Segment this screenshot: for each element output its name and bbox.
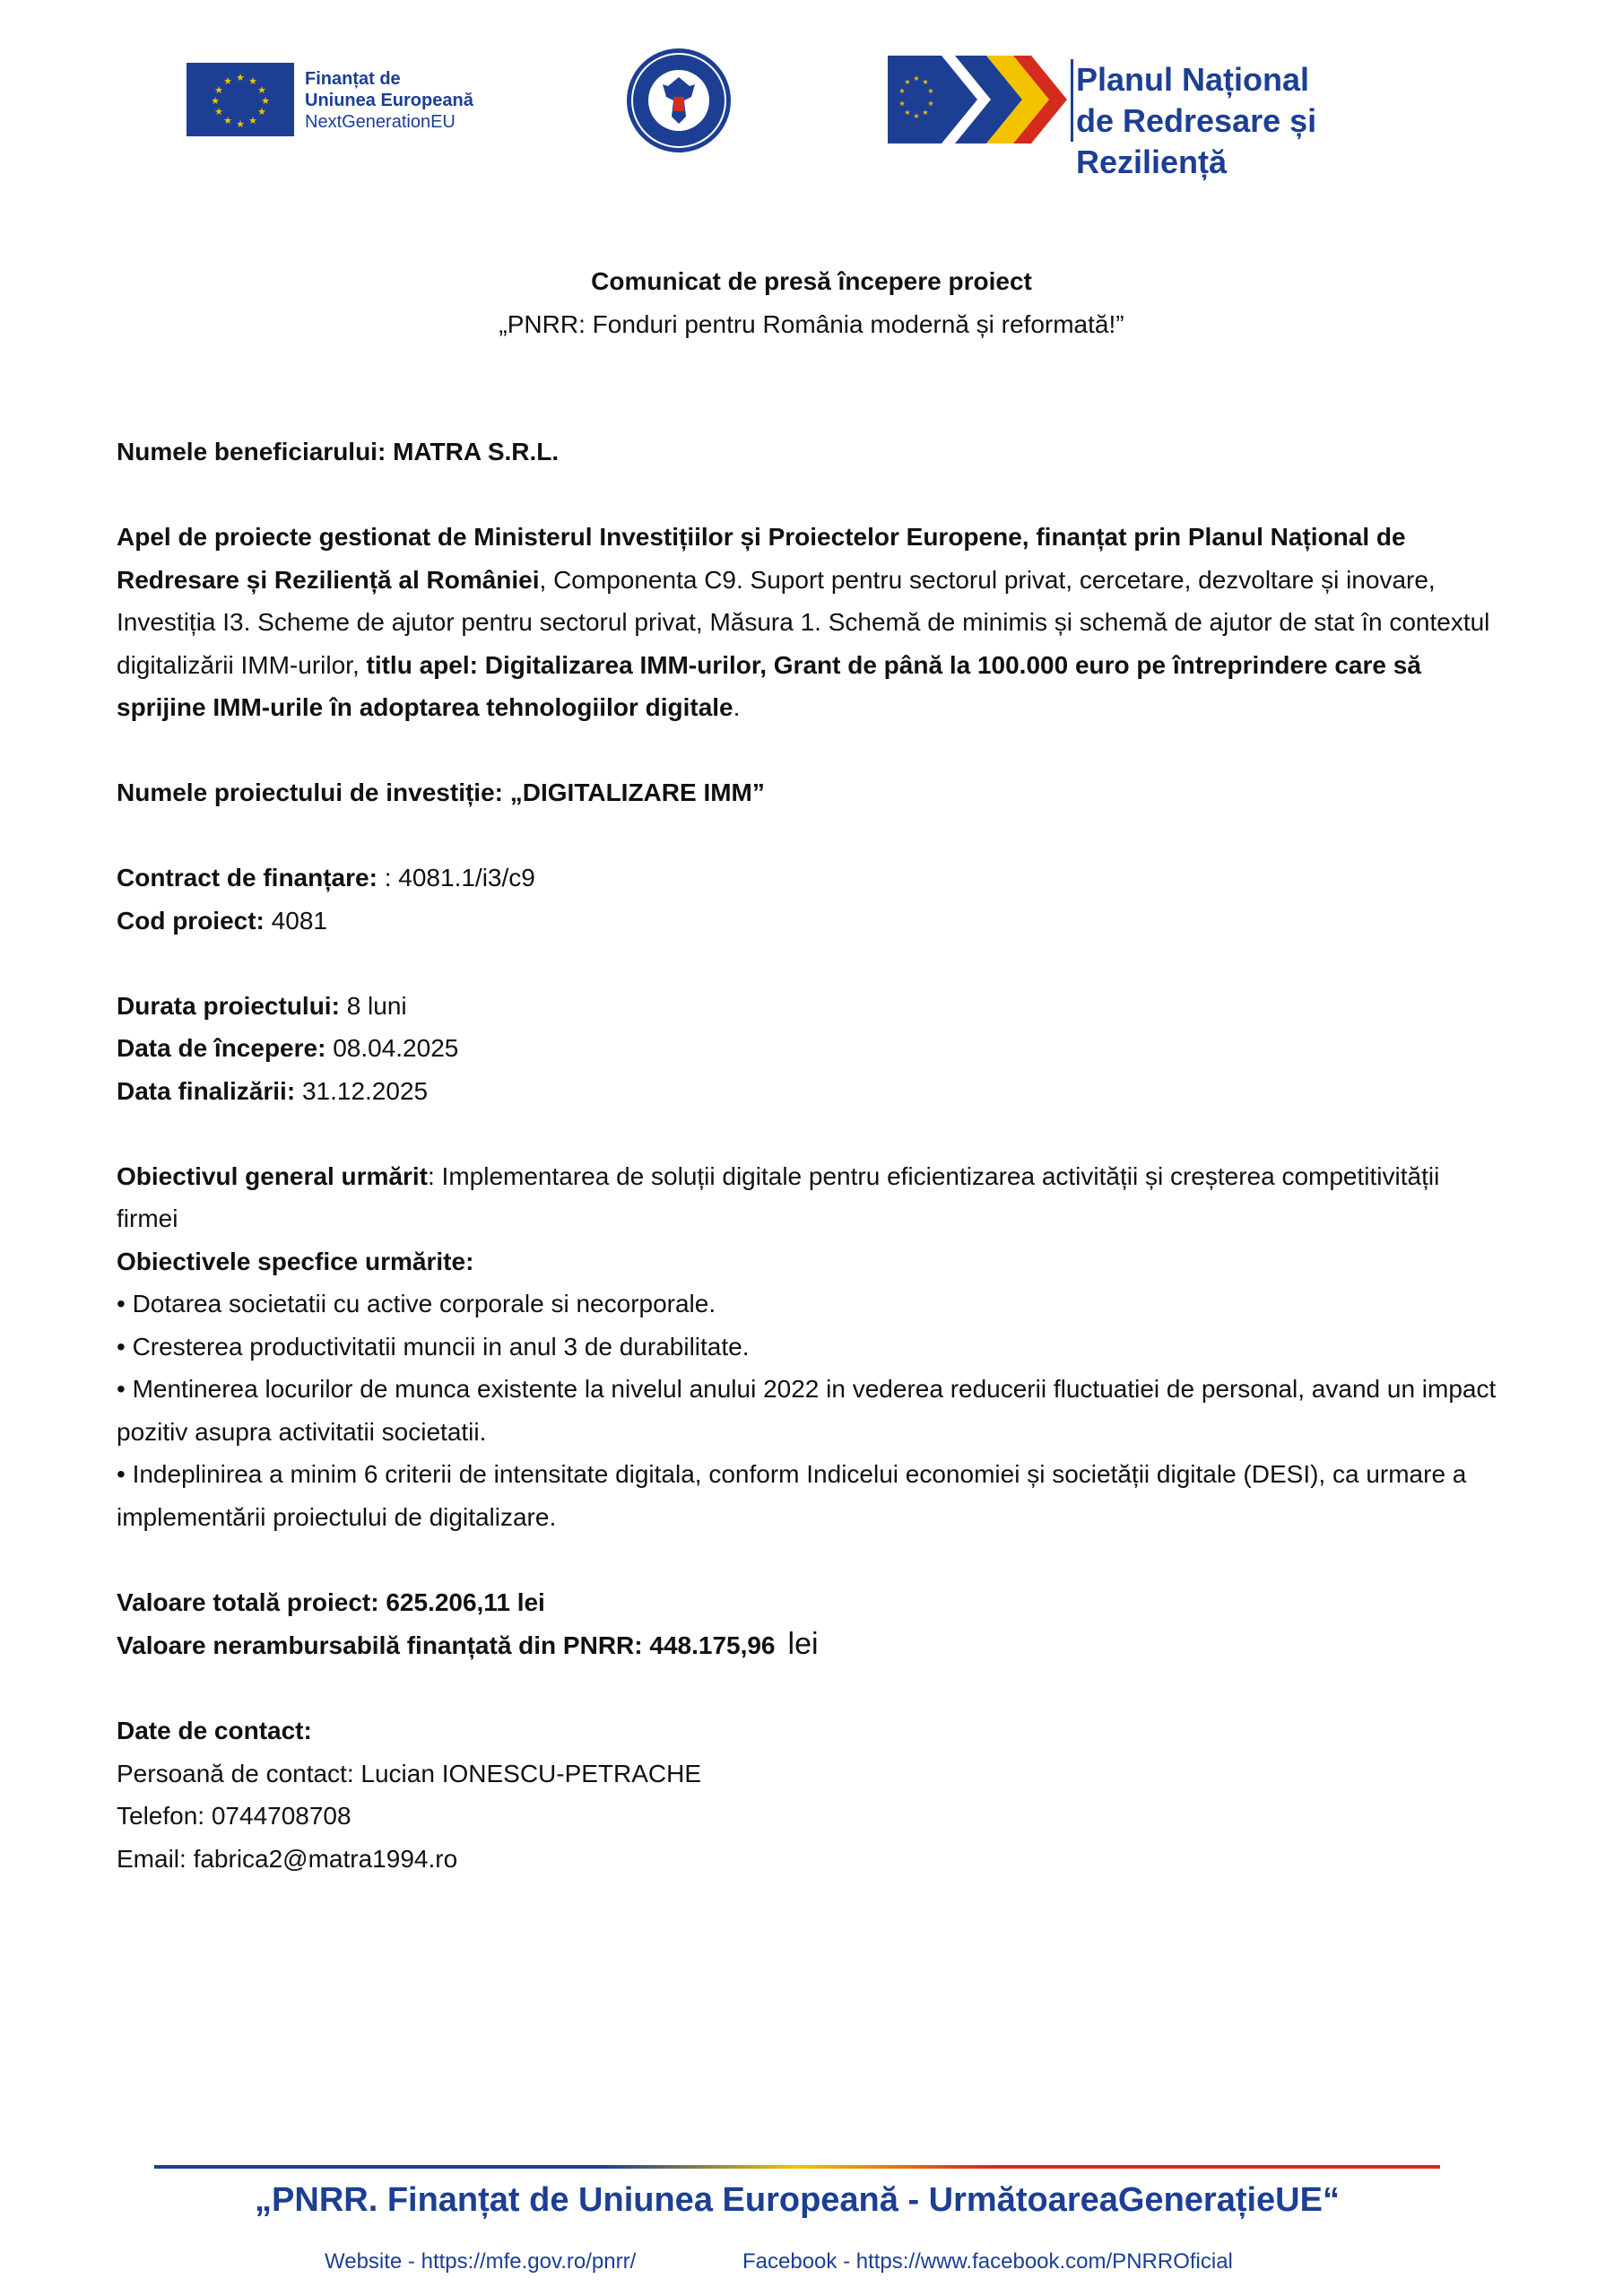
svg-text:★: ★ (248, 115, 257, 126)
specific-objective-item: • Cresterea productivitatii muncii in anul 3 de durabilitate. (117, 1332, 750, 1361)
call-title: titlu apel: Digitalizarea IMM-urilor, Grant de până la 100.000 euro pe întreprindere care să sprijine IMM-urile în adoptarea tehnologiilor digitale (117, 650, 1421, 721)
contract-label: Contract de finanțare: (117, 864, 378, 891)
svg-text:★: ★ (922, 78, 929, 86)
eu-logo-text (305, 68, 473, 133)
specific-objectives-label: Obiectivele specfice urmărite: (117, 1247, 474, 1275)
project-name: Numele proiectului de investiție: „DIGITALIZARE IMM” (117, 778, 765, 806)
eu-logo-line1: Finanțat de (305, 69, 401, 89)
svg-text:★: ★ (898, 87, 906, 95)
eu-flag-icon (187, 63, 294, 136)
svg-text:★: ★ (257, 106, 266, 117)
footer-divider (154, 2165, 1440, 2169)
svg-text:★: ★ (236, 72, 245, 83)
specific-objective-item: • Dotarea societatii cu active corporale si necorporale. (117, 1290, 716, 1318)
document-subtitle: „PNRR: Fonduri pentru România modernă și reformată!” (499, 309, 1124, 338)
svg-text:★: ★ (248, 75, 257, 87)
grant-unit: lei (787, 1627, 819, 1661)
svg-text:★: ★ (261, 95, 270, 107)
general-objective-text: : Implementarea de soluții digitale pentru eficientizarea activității și creșterea competitivității firmei (117, 1161, 1440, 1232)
contact-email: Email: fabrica2@matra1994.ro (117, 1844, 458, 1873)
call-text: , Componenta C9. Suport pentru sectorul privat, cercetare, dezvoltare și inovare, Investiția I3. Scheme de ajutor pentru sectorul privat, Măsura 1. Schemă de minimis și schemă de ajutor de stat în contextul digitalizării IMM-urilor, (117, 565, 1490, 679)
project-code-value: 4081 (264, 906, 327, 935)
start-date-line (117, 1027, 1506, 1070)
eu-logo-line3: NextGenerationEU (305, 112, 456, 132)
general-objective (117, 1155, 1506, 1240)
svg-text:★: ★ (913, 112, 920, 120)
svg-text:★: ★ (214, 106, 223, 117)
svg-text:★: ★ (236, 118, 245, 130)
beneficiary-name: Numele beneficiarului: MATRA S.R.L. (117, 438, 560, 465)
eu-logo-line2: Uniunea Europeană (305, 91, 473, 110)
contract-line (117, 857, 1506, 900)
duration-value: 8 luni (339, 991, 407, 1020)
svg-text:★: ★ (904, 78, 911, 86)
start-date-label: Data de începere: (117, 1034, 326, 1062)
project-code-label: Cod proiect: (117, 906, 265, 935)
pnrr-logo-text (1076, 59, 1462, 183)
end-date-line (117, 1070, 1506, 1113)
general-objective-label: Obiectivul general urmărit (117, 1161, 428, 1190)
end-date-value: 31.12.2025 (295, 1076, 429, 1105)
pnrr-logo (888, 50, 1462, 180)
grant-value-line (117, 1623, 1506, 1667)
contact-phone: Telefon: 0744708708 (117, 1802, 352, 1830)
eu-romania-flag-arrow-icon (888, 50, 1067, 149)
svg-text:★: ★ (913, 74, 920, 83)
svg-text:★: ★ (257, 84, 266, 96)
pnrr-logo-line2: de Redresare și Reziliență (1076, 102, 1317, 180)
contract-value: : 4081.1/i3/c9 (377, 864, 535, 891)
footer-website-link[interactable]: Website - https://mfe.gov.ro/pnrr/ (325, 2249, 637, 2274)
start-date-value: 08.04.2025 (325, 1034, 459, 1062)
call-description (117, 516, 1506, 729)
romanian-government-seal-icon (623, 45, 734, 156)
pnrr-logo-line1: Planul Național (1076, 61, 1310, 98)
duration-label: Durata proiectului: (117, 991, 340, 1020)
contact-person: Persoană de contact: Lucian IONESCU-PETRACHE (117, 1759, 702, 1787)
logo-divider (1071, 59, 1073, 142)
specific-objective-item: • Mentinerea locurilor de munca existente la nivelul anului 2022 in vederea reducerii fluctuatiei de personal, avand un impact pozitiv asupra activitatii societatii. (117, 1375, 1497, 1446)
svg-text:★: ★ (211, 95, 220, 107)
duration-line (117, 985, 1506, 1028)
svg-text:★: ★ (214, 84, 223, 96)
grant-value: Valoare nerambursabilă finanțată din PNRR: 448.175,96 (117, 1631, 776, 1659)
svg-text:★: ★ (223, 75, 232, 87)
footer-slogan: „PNRR. Finanțat de Uniunea Europeană - UrmătoareaGenerațieUE“ (255, 2181, 1340, 2219)
eu-funding-logo (187, 63, 482, 138)
document-title: Comunicat de presă începere proiect (591, 267, 1032, 295)
total-value: Valoare totală proiect: 625.206,11 lei (117, 1587, 545, 1616)
specific-objective-item: • Indeplinirea a minim 6 criterii de intensitate digitala, conform Indicelui economiei și societății digitale (DESI), ca urmare a implementării proiectului de digitalizare. (117, 1460, 1467, 1531)
svg-text:★: ★ (927, 100, 934, 108)
svg-text:★: ★ (223, 115, 232, 126)
project-code-line (117, 900, 1506, 943)
svg-text:★: ★ (898, 100, 906, 108)
svg-text:★: ★ (927, 87, 934, 95)
svg-text:★: ★ (922, 109, 929, 117)
contact-heading: Date de contact: (117, 1717, 312, 1744)
call-end: . (733, 693, 741, 721)
call-bold-text: Apel de proiecte gestionat de Ministerul Investițiilor și Proiectelor Europene, finanțat prin Planul Național de Redresare și Reziliență al României (117, 523, 1406, 594)
end-date-label: Data finalizării: (117, 1076, 296, 1105)
press-release-body (117, 260, 1506, 1880)
svg-text:★: ★ (904, 109, 911, 117)
footer-facebook-link[interactable]: Facebook - https://www.facebook.com/PNRROficial (742, 2249, 1233, 2274)
